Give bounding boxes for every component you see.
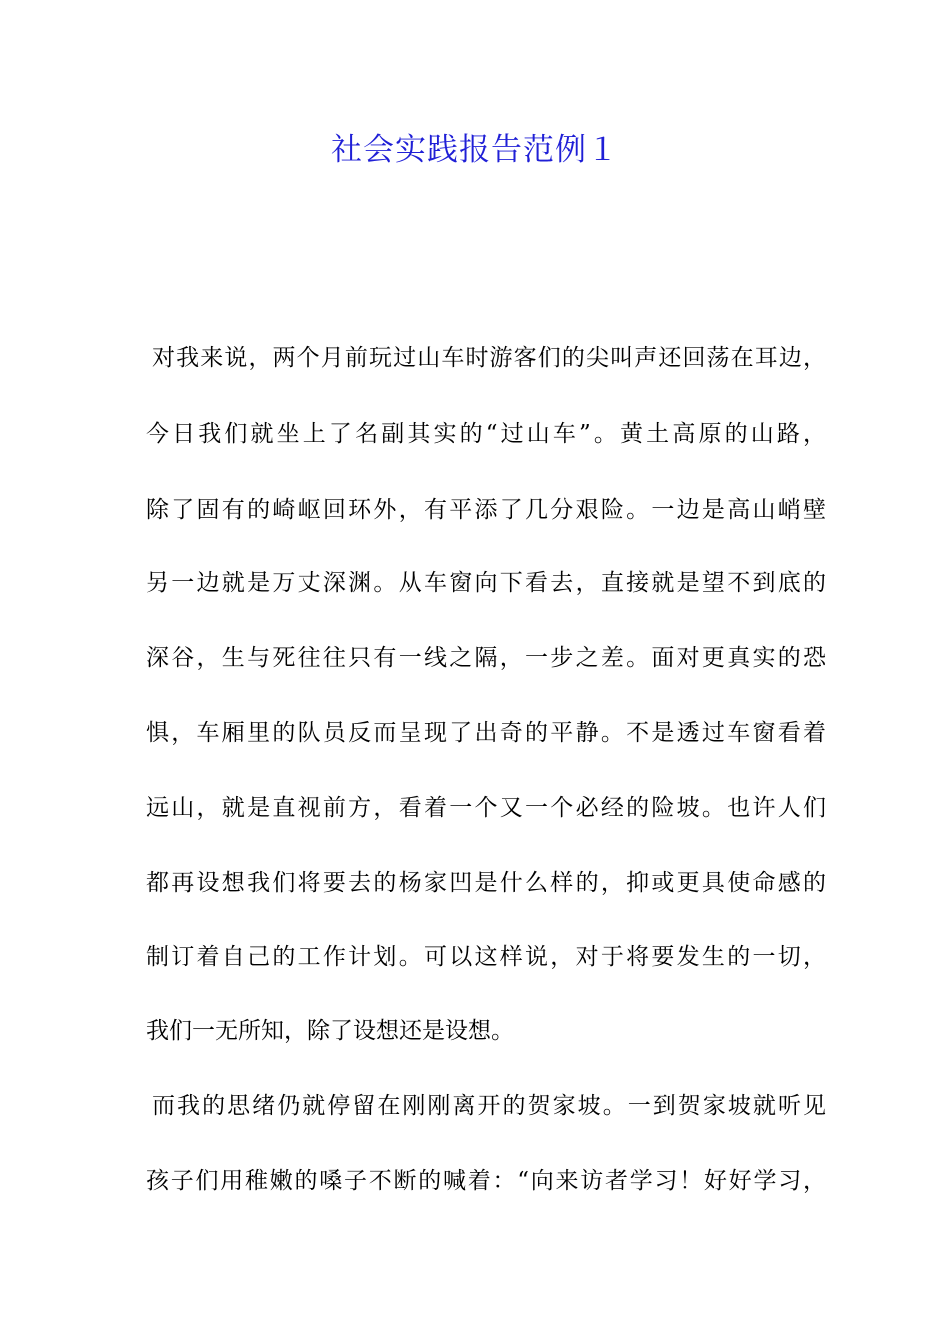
paragraph-1-line-8: 都再设想我们将要去的杨家凹是什么样的，抑或更具使命感的 <box>146 870 826 896</box>
paragraph-2-line-1: 而我的思绪仍就停留在刚刚离开的贺家坡。一到贺家坡就听见 <box>152 1093 826 1119</box>
paragraph-1-line-7: 远山，就是直视前方，看着一个又一个必经的险坡。也许人们 <box>146 795 826 821</box>
document-title: 社会实践报告范例１ <box>331 132 619 168</box>
paragraph-1-line-4: 另一边就是万丈深渊。从车窗向下看去，直接就是望不到底的 <box>146 570 826 596</box>
paragraph-1-line-9: 制订着自己的工作计划。可以这样说，对于将要发生的一切， <box>146 944 826 970</box>
paragraph-1-line-1: 对我来说，两个月前玩过山车时游客们的尖叫声还回荡在耳边， <box>152 345 826 371</box>
paragraph-1-line-5: 深谷，生与死往往只有一线之隔，一步之差。面对更真实的恐 <box>146 645 826 671</box>
paragraph-2-line-2: 孩子们用稚嫩的嗓子不断的喊着：“向来访者学习！好好学习， <box>146 1168 826 1194</box>
paragraph-1-line-6: 惧，车厢里的队员反而呈现了出奇的平静。不是透过车窗看着 <box>146 720 826 746</box>
paragraph-1-line-2: 今日我们就坐上了名副其实的“过山车”。黄土高原的山路， <box>146 421 826 447</box>
paragraph-1-line-3: 除了固有的崎岖回环外，有平添了几分艰险。一边是高山峭壁 <box>146 497 826 523</box>
paragraph-1-line-10: 我们一无所知，除了设想还是设想。 <box>146 1018 514 1044</box>
